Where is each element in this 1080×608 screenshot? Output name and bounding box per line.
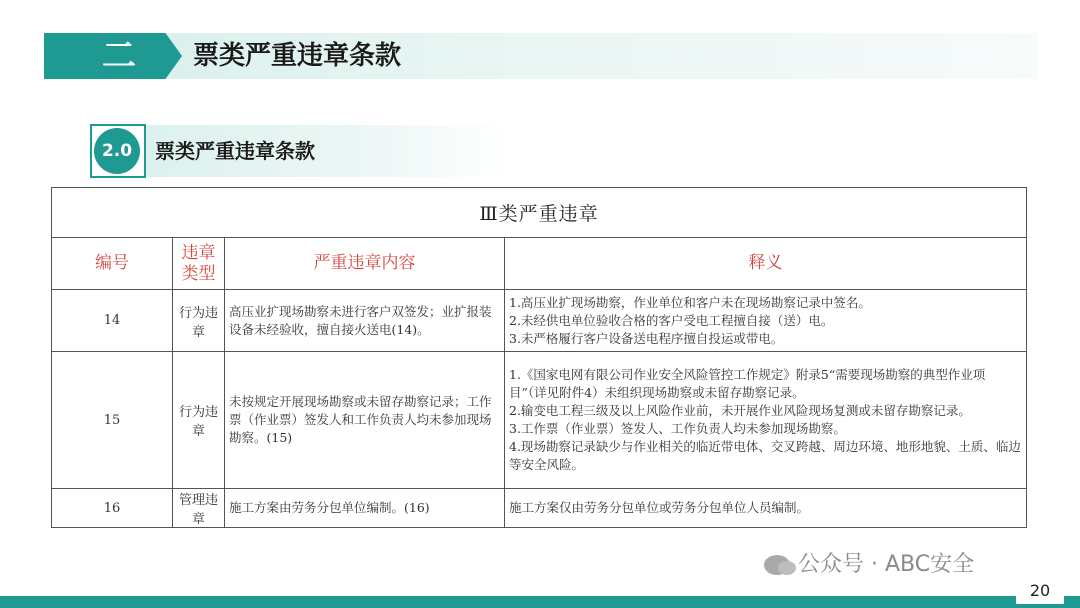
subheader-number: 2.0 [94,128,140,174]
col-header-type: 违章类型 [173,238,225,290]
page-number: 20 [1016,578,1064,604]
header-title: 票类严重违章条款 [193,41,402,71]
row-content: 施工方案由劳务分包单位编制。(16) [225,489,505,528]
table-row [52,290,1027,352]
col-header-no: 编号 [52,238,173,290]
explain-item: 施工方案仅由劳务分包单位或劳务分包单位人员编制。 [509,500,810,515]
table-caption: Ⅲ类严重违章 [52,188,1027,238]
explain-item: 1.《国家电网有限公司作业安全风险管控工作规定》附录5“需要现场勘察的典型作业项目”（详见附件4）未组织现场勘察或未留存勘察记录。 [509,367,986,400]
row-number: 15 [52,352,173,489]
row-explain [505,352,1027,489]
row-content: 高压业扩现场勘察未进行客户双签发；业扩报装设备未经验收，擅自接火送电(14)。 [225,290,505,352]
row-explain [505,290,1027,352]
explain-item: 4.现场勘察记录缺少与作业相关的临近带电体、交叉跨越、周边环境、地形地貌、土质、临边等安全风险。 [509,439,1021,472]
subheader-title: 票类严重违章条款 [155,139,315,163]
row-number: 14 [52,290,173,352]
row-explain [505,489,1027,528]
explain-item: 2.输变电工程三级及以上风险作业前，未开展作业风险现场复测或未留存勘察记录。 [509,403,971,418]
col-header-content: 严重违章内容 [225,238,505,290]
row-type: 管理违章 [173,489,225,528]
violations-table [51,187,1027,528]
table-row [52,489,1027,528]
row-type: 行为违章 [173,352,225,489]
explain-item: 3.未严格履行客户设备送电程序擅自投运或带电。 [509,330,784,346]
wechat-icon [764,555,790,575]
watermark-text: 公众号 · ABC安全 [798,552,975,577]
table-row [52,352,1027,489]
row-content: 未按规定开展现场勘察或未留存勘察记录；工作票（作业票）签发人和工作负责人均未参加现场勘察。(15) [225,352,505,489]
row-number: 16 [52,489,173,528]
footer-bar [0,596,1080,608]
header-number: 二 [102,36,136,76]
explain-item: 1.高压业扩现场勘察，作业单位和客户未在现场勘察记录中签名。 [509,294,871,310]
row-type: 行为违章 [173,290,225,352]
explain-item: 3.工作票（作业票）签发人、工作负责人均未参加现场勘察。 [509,421,846,436]
explain-item: 2.未经供电单位验收合格的客户受电工程擅自接（送）电。 [509,312,834,328]
col-header-explain: 释义 [505,238,1027,290]
watermark [764,548,974,582]
